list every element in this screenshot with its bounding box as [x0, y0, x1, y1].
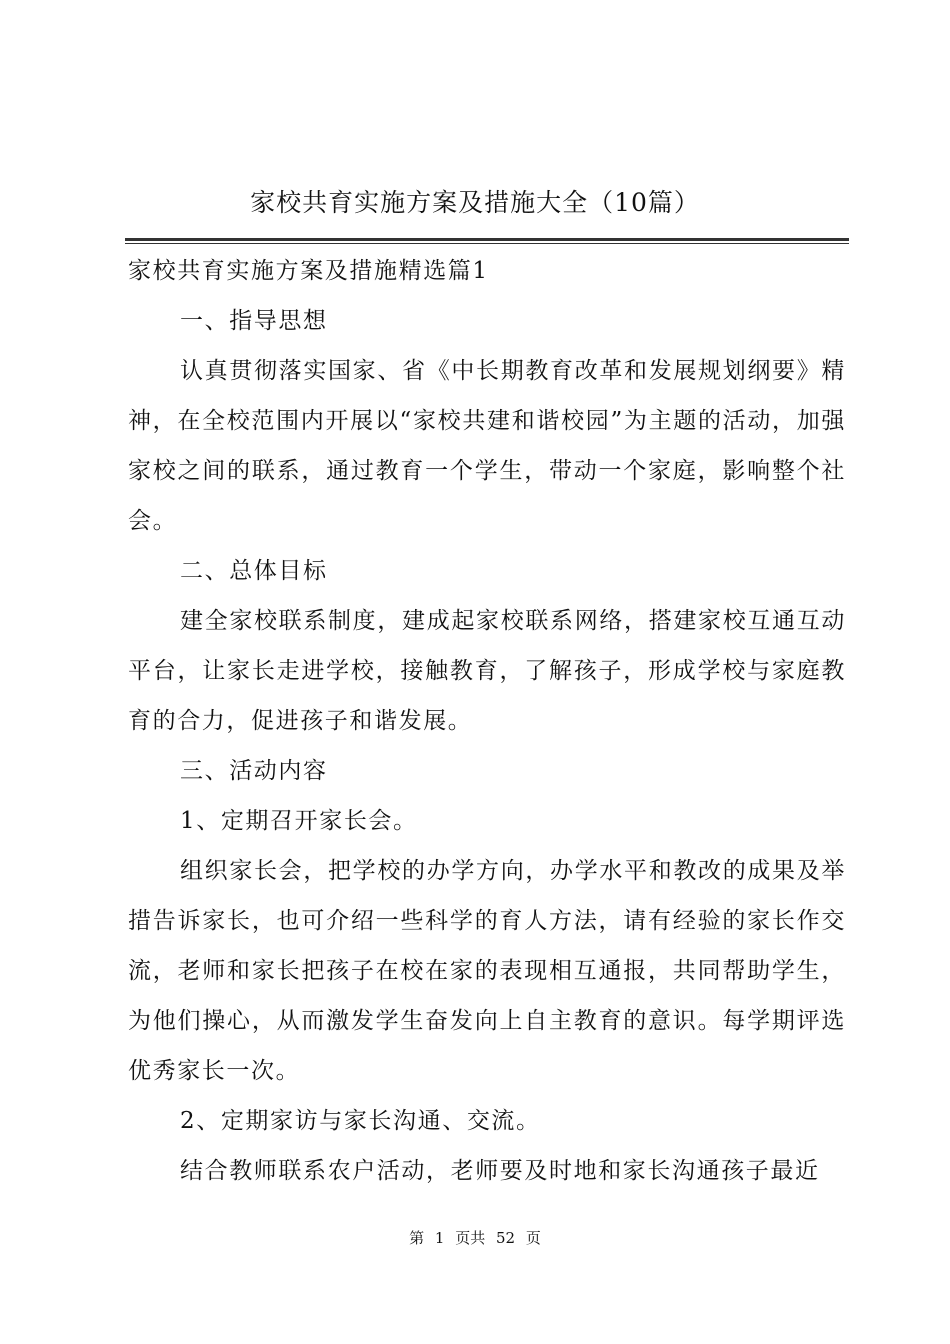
item-home-visits: 2、定期家访与家长沟通、交流。 — [180, 1108, 541, 1134]
heading-overall-goal: 二、总体目标 — [180, 558, 328, 584]
title-divider-thick — [125, 238, 849, 241]
paragraph-overall-goal: 建全家校联系制度，建成起家校联系网络，搭建家校互通互动平台，让家长走进学校，接触教育，了解孩子，形成学校与家庭教育的合力，促进孩子和谐发展。 — [128, 608, 846, 734]
paragraph-guiding-ideology: 认真贯彻落实国家、省《中长期教育改革和发展规划纲要》精神，在全校范围内开展以“家校共建和谐校园”为主题的活动，加强家校之间的联系，通过教育一个学生，带动一个家庭，影响整个社会。 — [128, 358, 846, 534]
item-parent-meetings: 1、定期召开家长会。 — [180, 808, 418, 834]
heading-guiding-ideology: 一、指导思想 — [180, 308, 328, 334]
title-divider-thin — [125, 243, 849, 244]
page-footer: 第 1 页共 52 页 — [409, 1229, 541, 1247]
section-heading: 家校共育实施方案及措施精选篇1 — [128, 258, 489, 284]
heading-activity-content: 三、活动内容 — [180, 758, 328, 784]
document-title: 家校共育实施方案及措施大全（10篇） — [250, 188, 700, 217]
document-body — [128, 246, 846, 1196]
paragraph-parent-meetings: 组织家长会，把学校的办学方向，办学水平和教改的成果及举措告诉家长，也可介绍一些科学的育人方法，请有经验的家长作交流，老师和家长把孩子在校在家的表现相互通报，共同帮助学生，为他们操心，从而激发学生奋发向上自主教育的意识。每学期评选优秀家长一次。 — [128, 858, 846, 1084]
paragraph-home-visits: 结合教师联系农户活动，老师要及时地和家长沟通孩子最近 — [180, 1158, 820, 1184]
